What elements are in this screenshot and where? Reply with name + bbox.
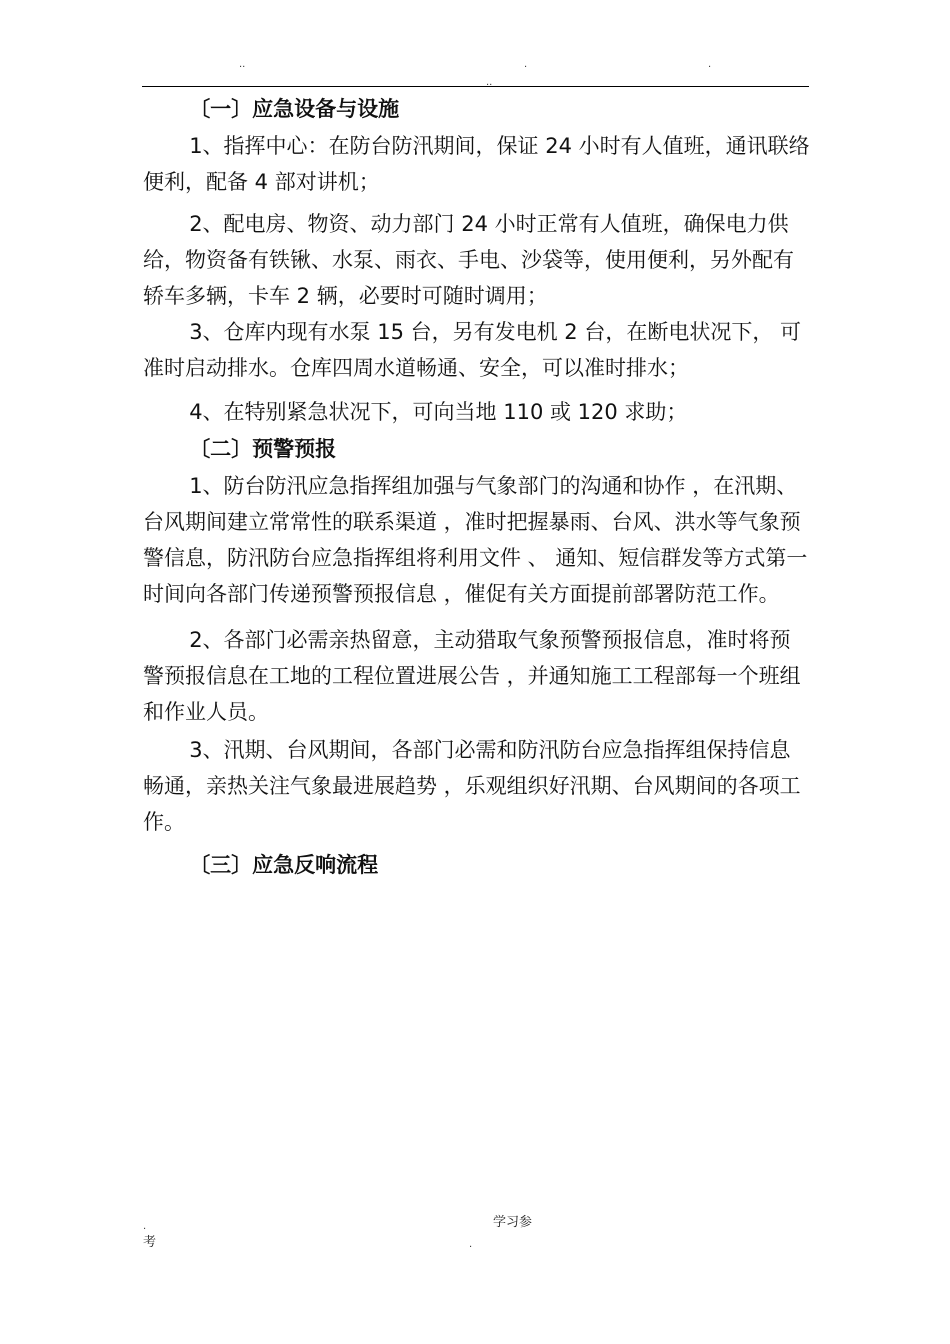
header-dot-3: . xyxy=(708,59,712,70)
section-response-flow xyxy=(143,848,811,882)
header-dot-4: .. xyxy=(486,77,493,88)
header-dot-1: .. xyxy=(239,59,246,70)
section-heading: 〔一〕应急设备与设施 xyxy=(189,97,400,121)
section-warning xyxy=(143,432,811,840)
footer-center-text: 学习参 xyxy=(493,1215,533,1230)
paragraph: 1、防台防汛应急指挥组加强与气象部门的沟通和协作 ，在汛期、台风期间建立常常性的联系渠道 ，准时把握暴雨、台风、洪水等气象预警信息，防汛防台应急指挥组将利用文件 、 通知、短信群发等方式第一时间向各部门传递预警预报信息 ，催促有关方面提前部署防范工作。 xyxy=(143,474,808,606)
footer-left-text: 考 xyxy=(143,1235,157,1250)
paragraph: 3、汛期、台风期间，各部门必需和防汛防台应急指挥组保持信息畅通，亲热关注气象最进展趋势 ，乐观组织好汛期、台风期间的各项工作。 xyxy=(143,738,801,834)
paragraph: 2、配电房、物资、动力部门 24 小时正常有人值班，确保电力供给，物资备有铁锹、水泵、雨衣、手电、沙袋等，使用便利，另外配有轿车多辆，卡车 2 辆，必要时可随时调用； xyxy=(143,212,794,308)
section-heading: 〔二〕预警预报 xyxy=(189,437,337,461)
section-heading: 〔三〕应急反响流程 xyxy=(189,853,379,877)
header-dot-2: . xyxy=(524,59,528,70)
document-body xyxy=(143,92,811,882)
paragraph: 4、在特别紧急状况下，可向当地 110 或 120 求助； xyxy=(189,400,688,424)
paragraph: 3、仓库内现有水泵 15 台，另有发电机 2 台，在断电状况下， 可准时启动排水。仓库四周水道畅通、安全，可以准时排水； xyxy=(143,320,802,380)
paragraph: 1、指挥中心：在防台防汛期间，保证 24 小时有人值班，通讯联络便利，配备 4 部对讲机； xyxy=(143,134,810,194)
footer-dot-left: . xyxy=(143,1221,147,1232)
header-rule xyxy=(142,86,809,87)
section-equipment xyxy=(143,92,811,430)
paragraph: 2、各部门必需亲热留意，主动猎取气象预警预报信息，准时将预警预报信息在工地的工程位置进展公告 ，并通知施工工程部每一个班组和作业人员。 xyxy=(143,628,801,724)
footer-dot-right: . xyxy=(469,1239,473,1250)
